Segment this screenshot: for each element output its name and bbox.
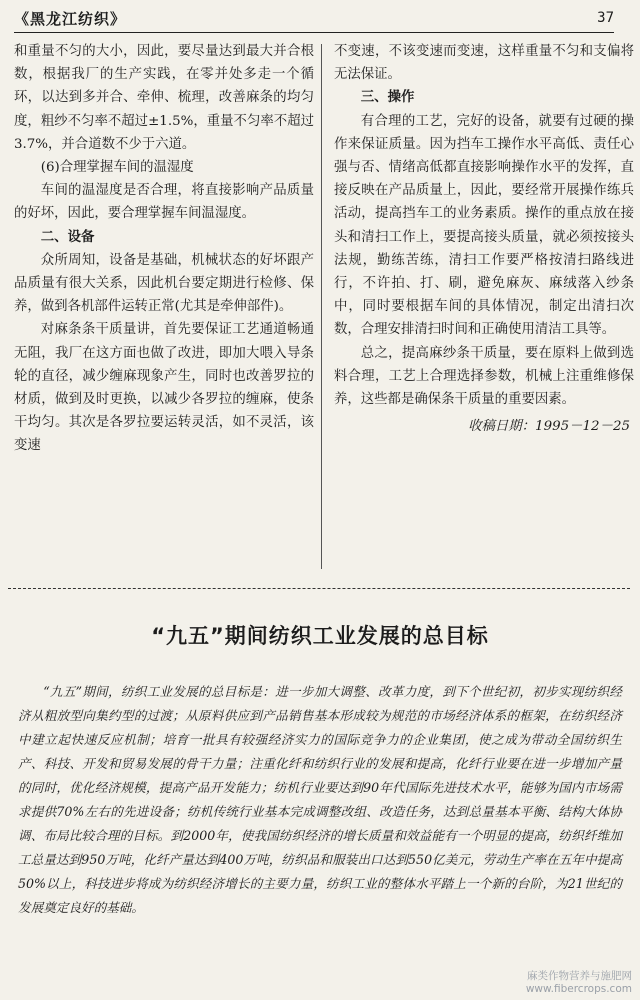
left-text-column xyxy=(14,40,314,575)
journal-name: 《黑龙江纺织》 xyxy=(14,9,127,28)
received-date: 收稿日期：1995－12－25 xyxy=(468,419,630,435)
section-heading: 三、操作 xyxy=(360,89,415,106)
paragraph: 不变速，不该变速而变速，这样重量不匀和支偏将无法保证。 xyxy=(334,44,634,83)
right-text-column xyxy=(334,40,634,575)
paragraph: (6)合理掌握车间的温湿度 xyxy=(40,160,194,176)
running-header xyxy=(14,4,614,33)
section-heading: 二、设备 xyxy=(40,228,95,245)
paragraph: 对麻条条干质量讲，首先要保证工艺通道畅通无阻，我厂在这方面也做了改进，即加大喂入导条轮的直径，减少缠麻现象产生，同时也改善罗拉的材质，做到及时更换，以减少各罗拉的缠麻，使条干均匀。其次是各罗拉要运转灵活，如不灵活，该变速 xyxy=(14,322,314,454)
paragraph: 车间的温湿度是否合理，将直接影响产品质量的好坏，因此，要合理掌握车间温湿度。 xyxy=(14,183,314,222)
paragraph: 总之，提高麻纱条干质量，要在原料上做到选料合理，工艺上合理选择参数，机械上注重维修保养，这些都是确保条干质量的重要因素。 xyxy=(334,345,634,408)
paragraph: 有合理的工艺，完好的设备，就要有过硬的操作来保证质量。因为挡车工操作水平高低、责任心强与否、情绪高低都直接影响操作水平的发挥，直接反映在产品质量上，因此，要经常开展操作练兵活动，提高挡车工的业务素质。操作的重点放在接头和清扫工作上，要提高接头质量，就必须按接头法规，勤练苦练，清扫工作要严格按清扫路线进行，不许拍、打、刷，避免麻灰、麻绒落入纱条中，同时要根据车间的具体情况，制定出清扫次数，合理安排清扫时间和正确使用清洁工具等。 xyxy=(334,113,634,338)
page-number: 37 xyxy=(597,10,614,26)
site-watermark xyxy=(526,970,632,996)
watermark-url: www.fibercrops.com xyxy=(525,983,632,995)
paragraph: 和重量不匀的大小，因此，要尽量达到最大并合根数，根据我厂的生产实践，在零并处多走一个循环，以达到多并合、牵伸、梳理，改善麻条的均匀度，粗纱不匀率不超过±1.5%，重量不匀率不超过3.7%，并合道数不少于六道。 xyxy=(14,44,314,152)
article-title: “九五”期间纺织工业发展的总目标 xyxy=(151,624,489,648)
watermark-name: 麻类作物营养与施肥网 xyxy=(527,970,632,982)
column-divider xyxy=(321,44,322,569)
article-body: “九五”期间，纺织工业发展的总目标是：进一步加大调整、改革力度，到下个世纪初，初步实现纺织经济从粗放型向集约型的过渡；从原料供应到产品销售基本形成较为规范的市场经济体系的框架，在纺织经济中建立起快速反应机制；培育一批具有较强经济实力的国际竞争力的企业集团，使之成为带动全国纺织生产、科技、开发和贸易发展的骨干力量；注重化纤和纺织行业的发展和提高，化纤行业要在进一步增加产量的同时，优化经济规模，提高产品开发能力；纺机行业要达到90年代国际先进技术水平，能够为国内市场需求提供70%左右的先进设备；纺机传统行业基本完成调整改组、改造任务，达到总量基本平衡、结构大体协调、布局比较合理的目标。到2000年，使我国纺织经济的增长质量和效益能有一个明显的提高，纺织纤维加工总量达到950万吨，化纤产量达到400万吨，纺织品和服装出口达到550亿美元，劳动生产率在五年中提高50%以上，科技进步将成为纺织经济增长的主要力量，纺织工业的整体水平踏上一个新的台阶，为21世纪的发展奠定良好的基础。 xyxy=(18,684,622,915)
section-divider xyxy=(8,588,630,589)
paragraph: 众所周知，设备是基础，机械状态的好坏跟产品质量有很大关系，因此机台要定期进行检修、保养，做到各机部件运转正常(尤其是牵伸部件)。 xyxy=(14,252,314,315)
